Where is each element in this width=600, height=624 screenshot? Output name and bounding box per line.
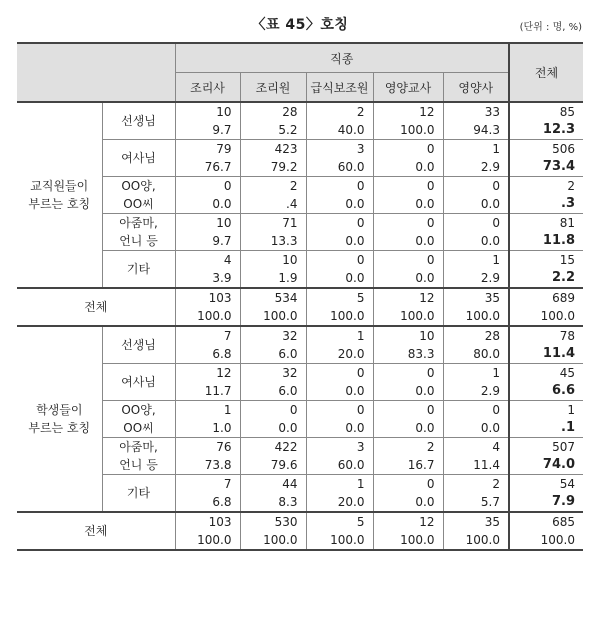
percent-cell: 6.8	[175, 493, 240, 512]
percent-cell: 74.0	[509, 456, 583, 475]
count-cell: 0	[306, 364, 373, 383]
row-category	[102, 475, 175, 513]
table-row	[17, 401, 583, 420]
percent-cell: 6.0	[240, 345, 306, 364]
section-label-line: 부르는 호칭	[28, 421, 91, 435]
percent-cell: 80.0	[443, 345, 509, 364]
header-col-4: 영양사	[443, 73, 509, 103]
total-row	[17, 512, 583, 531]
percent-cell: 79.2	[240, 158, 306, 177]
total-count-cell: 5	[306, 512, 373, 531]
count-cell: 0	[306, 177, 373, 196]
percent-cell: 0.0	[373, 232, 443, 251]
row-category-line: 기타	[126, 262, 151, 276]
row-category	[102, 326, 175, 364]
unit-note: (단위 : 명, %)	[519, 22, 582, 33]
total-count-cell: 530	[240, 512, 306, 531]
section-label	[17, 102, 102, 288]
percent-cell: 0.0	[240, 419, 306, 438]
count-cell: 2	[443, 475, 509, 494]
total-row	[17, 288, 583, 307]
count-cell: 422	[240, 438, 306, 457]
table-row	[17, 475, 583, 494]
count-cell: 1	[306, 326, 373, 345]
total-count-cell: 103	[175, 512, 240, 531]
row-category-line: 선생님	[121, 114, 156, 128]
total-percent-cell: 100.0	[509, 307, 583, 326]
count-cell: 1	[443, 251, 509, 270]
percent-cell: 0.0	[373, 158, 443, 177]
percent-cell: 16.7	[373, 456, 443, 475]
total-percent-cell: 100.0	[306, 531, 373, 550]
count-cell: 81	[509, 214, 583, 233]
count-cell: 2	[509, 177, 583, 196]
row-category	[102, 251, 175, 289]
row-category	[102, 214, 175, 251]
percent-cell: 40.0	[306, 121, 373, 140]
row-category-line: 여사님	[121, 375, 156, 389]
total-count-cell: 685	[509, 512, 583, 531]
percent-cell: 60.0	[306, 456, 373, 475]
percent-cell: 0.0	[306, 195, 373, 214]
percent-cell: 83.3	[373, 345, 443, 364]
table-row	[17, 177, 583, 196]
header-col-2: 급식보조원	[306, 73, 373, 103]
count-cell: 507	[509, 438, 583, 457]
percent-cell: 2.2	[509, 269, 583, 288]
row-category	[102, 364, 175, 401]
count-cell: 10	[240, 251, 306, 270]
row-category-line: 언니 등	[119, 458, 158, 472]
section-label	[17, 326, 102, 512]
total-count-cell: 35	[443, 288, 509, 307]
table-row	[17, 102, 583, 121]
data-table	[17, 42, 583, 551]
section-label-line: 학생들이	[36, 403, 83, 417]
total-label: 전체	[17, 512, 175, 550]
percent-cell: 0.0	[306, 269, 373, 288]
count-cell: 1	[509, 401, 583, 420]
percent-cell: 73.8	[175, 456, 240, 475]
percent-cell: 100.0	[373, 121, 443, 140]
percent-cell: 5.7	[443, 493, 509, 512]
row-category	[102, 401, 175, 438]
total-percent-cell: 100.0	[443, 307, 509, 326]
count-cell: 78	[509, 326, 583, 345]
percent-cell: 11.4	[443, 456, 509, 475]
percent-cell: 76.7	[175, 158, 240, 177]
percent-cell: 20.0	[306, 493, 373, 512]
count-cell: 12	[373, 102, 443, 121]
count-cell: 28	[240, 102, 306, 121]
row-category-line: OO양,	[121, 403, 156, 417]
total-label: 전체	[17, 288, 175, 326]
percent-cell: 11.4	[509, 345, 583, 364]
percent-cell: 6.6	[509, 382, 583, 401]
count-cell: 0	[443, 177, 509, 196]
percent-cell: 3.9	[175, 269, 240, 288]
percent-cell: 20.0	[306, 345, 373, 364]
percent-cell: 2.9	[443, 158, 509, 177]
percent-cell: 11.7	[175, 382, 240, 401]
count-cell: 0	[373, 364, 443, 383]
percent-cell: 11.8	[509, 232, 583, 251]
percent-cell: 0.0	[306, 232, 373, 251]
percent-cell: 5.2	[240, 121, 306, 140]
count-cell: 45	[509, 364, 583, 383]
percent-cell: 0.0	[306, 419, 373, 438]
count-cell: 10	[175, 102, 240, 121]
percent-cell: 0.0	[175, 195, 240, 214]
count-cell: 2	[240, 177, 306, 196]
total-percent-cell: 100.0	[240, 307, 306, 326]
count-cell: 10	[175, 214, 240, 233]
count-cell: 0	[373, 251, 443, 270]
count-cell: 4	[175, 251, 240, 270]
count-cell: 0	[240, 401, 306, 420]
header-group-label: 직종	[175, 43, 509, 73]
count-cell: 44	[240, 475, 306, 494]
count-cell: 0	[373, 177, 443, 196]
percent-cell: 0.0	[373, 419, 443, 438]
row-category-line: OO씨	[123, 197, 154, 211]
percent-cell: 0.0	[443, 195, 509, 214]
count-cell: 423	[240, 140, 306, 159]
percent-cell: 2.9	[443, 382, 509, 401]
total-percent-cell: 100.0	[509, 531, 583, 550]
count-cell: 79	[175, 140, 240, 159]
percent-cell: 6.0	[240, 382, 306, 401]
row-category-line: 언니 등	[119, 234, 158, 248]
percent-cell: 12.3	[509, 121, 583, 140]
table-title: 〈표 45〉호칭	[251, 17, 349, 33]
percent-cell: 7.9	[509, 493, 583, 512]
percent-cell: 13.3	[240, 232, 306, 251]
total-percent-cell: 100.0	[240, 531, 306, 550]
count-cell: 0	[373, 475, 443, 494]
percent-cell: 94.3	[443, 121, 509, 140]
total-percent-cell: 100.0	[443, 531, 509, 550]
percent-cell: 0.0	[373, 493, 443, 512]
count-cell: 0	[175, 177, 240, 196]
row-category	[102, 102, 175, 140]
total-count-cell: 12	[373, 512, 443, 531]
table-row	[17, 140, 583, 159]
table-row	[17, 326, 583, 345]
total-count-cell: 689	[509, 288, 583, 307]
table-row	[17, 364, 583, 383]
count-cell: 0	[373, 140, 443, 159]
total-count-cell: 534	[240, 288, 306, 307]
total-percent-cell: 100.0	[373, 531, 443, 550]
count-cell: 2	[306, 102, 373, 121]
percent-cell: .3	[509, 195, 583, 214]
count-cell: 33	[443, 102, 509, 121]
percent-cell: 0.0	[443, 419, 509, 438]
percent-cell: 0.0	[443, 232, 509, 251]
count-cell: 1	[443, 140, 509, 159]
percent-cell: 73.4	[509, 158, 583, 177]
row-category	[102, 177, 175, 214]
count-cell: 0	[443, 401, 509, 420]
count-cell: 1	[306, 475, 373, 494]
row-category-line: OO양,	[121, 179, 156, 193]
percent-cell: 0.0	[373, 269, 443, 288]
row-category-line: 아줌마,	[119, 440, 158, 454]
table-row	[17, 251, 583, 270]
count-cell: 3	[306, 438, 373, 457]
count-cell: 2	[373, 438, 443, 457]
header-corner	[17, 43, 175, 102]
count-cell: 28	[443, 326, 509, 345]
percent-cell: .4	[240, 195, 306, 214]
count-cell: 7	[175, 475, 240, 494]
total-percent-cell: 100.0	[306, 307, 373, 326]
total-count-cell: 103	[175, 288, 240, 307]
percent-cell: 60.0	[306, 158, 373, 177]
percent-cell: 2.9	[443, 269, 509, 288]
percent-cell: 6.8	[175, 345, 240, 364]
count-cell: 0	[306, 214, 373, 233]
table-row	[17, 438, 583, 457]
count-cell: 32	[240, 326, 306, 345]
header-col-1: 조리원	[240, 73, 306, 103]
header-col-0: 조리사	[175, 73, 240, 103]
section-label-line: 교직원들이	[30, 179, 89, 193]
total-count-cell: 5	[306, 288, 373, 307]
total-percent-cell: 100.0	[175, 531, 240, 550]
count-cell: 3	[306, 140, 373, 159]
header-total: 전체	[509, 43, 583, 102]
count-cell: 10	[373, 326, 443, 345]
count-cell: 7	[175, 326, 240, 345]
row-category-line: OO씨	[123, 421, 154, 435]
percent-cell: 0.0	[373, 382, 443, 401]
row-category-line: 기타	[126, 486, 151, 500]
row-category-line: 여사님	[121, 151, 156, 165]
count-cell: 0	[373, 401, 443, 420]
count-cell: 0	[443, 214, 509, 233]
total-percent-cell: 100.0	[175, 307, 240, 326]
count-cell: 1	[443, 364, 509, 383]
percent-cell: 8.3	[240, 493, 306, 512]
percent-cell: 1.9	[240, 269, 306, 288]
total-percent-cell: 100.0	[373, 307, 443, 326]
percent-cell: 0.0	[306, 382, 373, 401]
count-cell: 54	[509, 475, 583, 494]
percent-cell: 79.6	[240, 456, 306, 475]
percent-cell: 9.7	[175, 121, 240, 140]
count-cell: 76	[175, 438, 240, 457]
count-cell: 71	[240, 214, 306, 233]
table-row	[17, 214, 583, 233]
header-col-3: 영양교사	[373, 73, 443, 103]
section-label-line: 부르는 호칭	[28, 197, 91, 211]
row-category	[102, 438, 175, 475]
percent-cell: 1.0	[175, 419, 240, 438]
count-cell: 1	[175, 401, 240, 420]
count-cell: 32	[240, 364, 306, 383]
count-cell: 85	[509, 102, 583, 121]
count-cell: 0	[306, 251, 373, 270]
total-count-cell: 12	[373, 288, 443, 307]
row-category-line: 선생님	[121, 338, 156, 352]
count-cell: 15	[509, 251, 583, 270]
count-cell: 0	[373, 214, 443, 233]
count-cell: 0	[306, 401, 373, 420]
count-cell: 4	[443, 438, 509, 457]
total-count-cell: 35	[443, 512, 509, 531]
row-category-line: 아줌마,	[119, 216, 158, 230]
row-category	[102, 140, 175, 177]
count-cell: 12	[175, 364, 240, 383]
percent-cell: 9.7	[175, 232, 240, 251]
percent-cell: .1	[509, 419, 583, 438]
percent-cell: 0.0	[373, 195, 443, 214]
count-cell: 506	[509, 140, 583, 159]
